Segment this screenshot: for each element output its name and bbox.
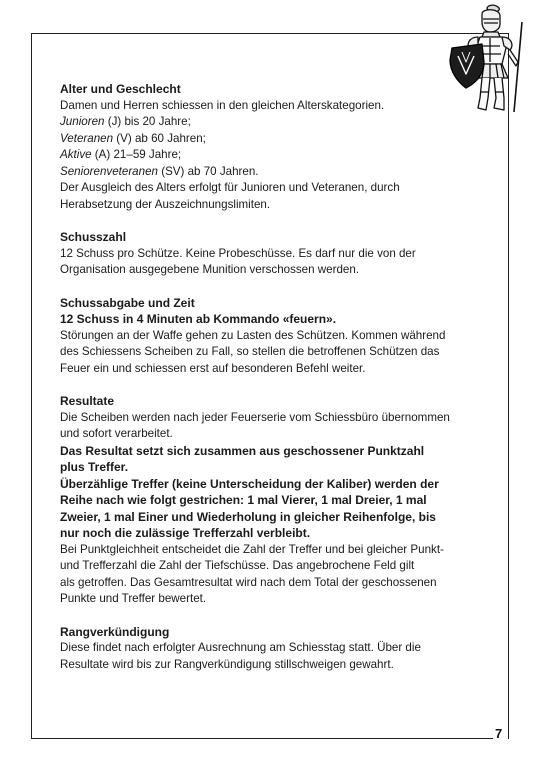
section-heading: Schusszahl [60,230,127,244]
bold-text-line: nur noch die zulässige Trefferzahl verbleibt. [60,526,311,540]
category-detail: (A) 21–59 Jahre; [91,148,182,161]
bold-text-line: plus Treffer. [60,460,129,474]
text-line: Feuer ein und schiessen erst auf besonderen Befehl weiter. [60,361,366,375]
text-line: Punkte und Treffer bewertet. [60,592,207,605]
section-heading: Schussabgabe und Zeit [60,295,195,310]
text-line: Bei Punktgleichheit entscheidet die Zahl der Treffer und bei gleicher Punkt- [60,542,444,556]
section-schusszahl [60,229,485,279]
category-detail: (SV) ab 70 Jahren. [157,164,259,178]
text-line: Der Ausgleich des Alters erfolgt für Junioren und Veteranen, durch [60,181,400,194]
category-detail: (V) ab 60 Jahren; [113,131,206,145]
text-line: des Schiessens Scheiben zu Fall, so stellen die betroffenen Schützen das [60,345,440,358]
text-line: und Trefferzahl die Zahl der Tiefschüsse. Das angebrochene Feld gilt [60,559,415,572]
section-heading: Alter und Geschlecht [60,82,181,96]
document-body [60,81,485,673]
paragraph [60,640,485,673]
bold-text-line: Das Resultat setzt sich zusammen aus geschossener Punktzahl [60,443,425,458]
section-rangverkuendigung [60,624,485,674]
section-heading: Rangverkündigung [60,624,170,639]
bold-text-line: Zweier, 1 mal Einer und Wiederholung in gleicher Reihenfolge, bis [60,509,436,524]
category-aktive [60,147,485,164]
text-line: als getroffen. Das Gesamtresultat wird nach dem Total der geschossenen [60,575,437,589]
text-line: und sofort verarbeitet. [60,427,173,440]
section-heading: Resultate [60,394,115,408]
paragraph [60,410,485,608]
category-name: Seniorenveteranen [60,164,158,178]
text-line: Herabsetzung der Auszeichnungslimiten. [60,197,271,211]
section-alter-und-geschlecht [60,81,485,213]
bold-text-line: Überzählige Treffer (keine Unterscheidung der Kaliber) werden der [60,476,439,491]
category-seniorenveteranen [60,164,485,181]
bold-text-line: Reihe nach wie folgt gestrichen: 1 mal Vierer, 1 mal Dreier, 1 mal [60,493,427,507]
text-line: Störungen an der Waffe gehen zu Lasten des Schützen. Kommen während [60,328,446,342]
paragraph [60,311,485,377]
paragraph [60,98,485,214]
text-line: Diese findet nach erfolgter Ausrechnung am Schiesstag statt. Über die [60,641,421,654]
category-junioren [60,114,485,131]
text-line: Resultate wird bis zur Rangverkündigung stillschweigen gewahrt. [60,657,394,671]
category-name: Aktive [60,148,92,161]
paragraph [60,246,485,279]
section-resultate [60,393,485,608]
category-detail: (J) bis 20 Jahre; [104,115,191,128]
text-line: Die Scheiben werden nach jeder Feuerserie vom Schiessbüro übernommen [60,410,450,424]
text-line: 12 Schuss pro Schütze. Keine Probeschüsse. Es darf nur die von der [60,246,416,260]
text-line: Organisation ausgegebene Munition verschossen werden. [60,263,360,276]
category-veteranen [60,131,485,148]
category-name: Veteranen [60,131,114,145]
page-number: 7 [495,726,503,741]
section-schussabgabe-und-zeit [60,295,485,378]
category-name: Junioren [60,115,105,128]
footer-rule [31,738,493,739]
bold-text-line: 12 Schuss in 4 Minuten ab Kommando «feuern». [60,312,337,326]
text-line: Damen und Herren schiessen in den gleichen Alterskategorien. [60,98,385,112]
